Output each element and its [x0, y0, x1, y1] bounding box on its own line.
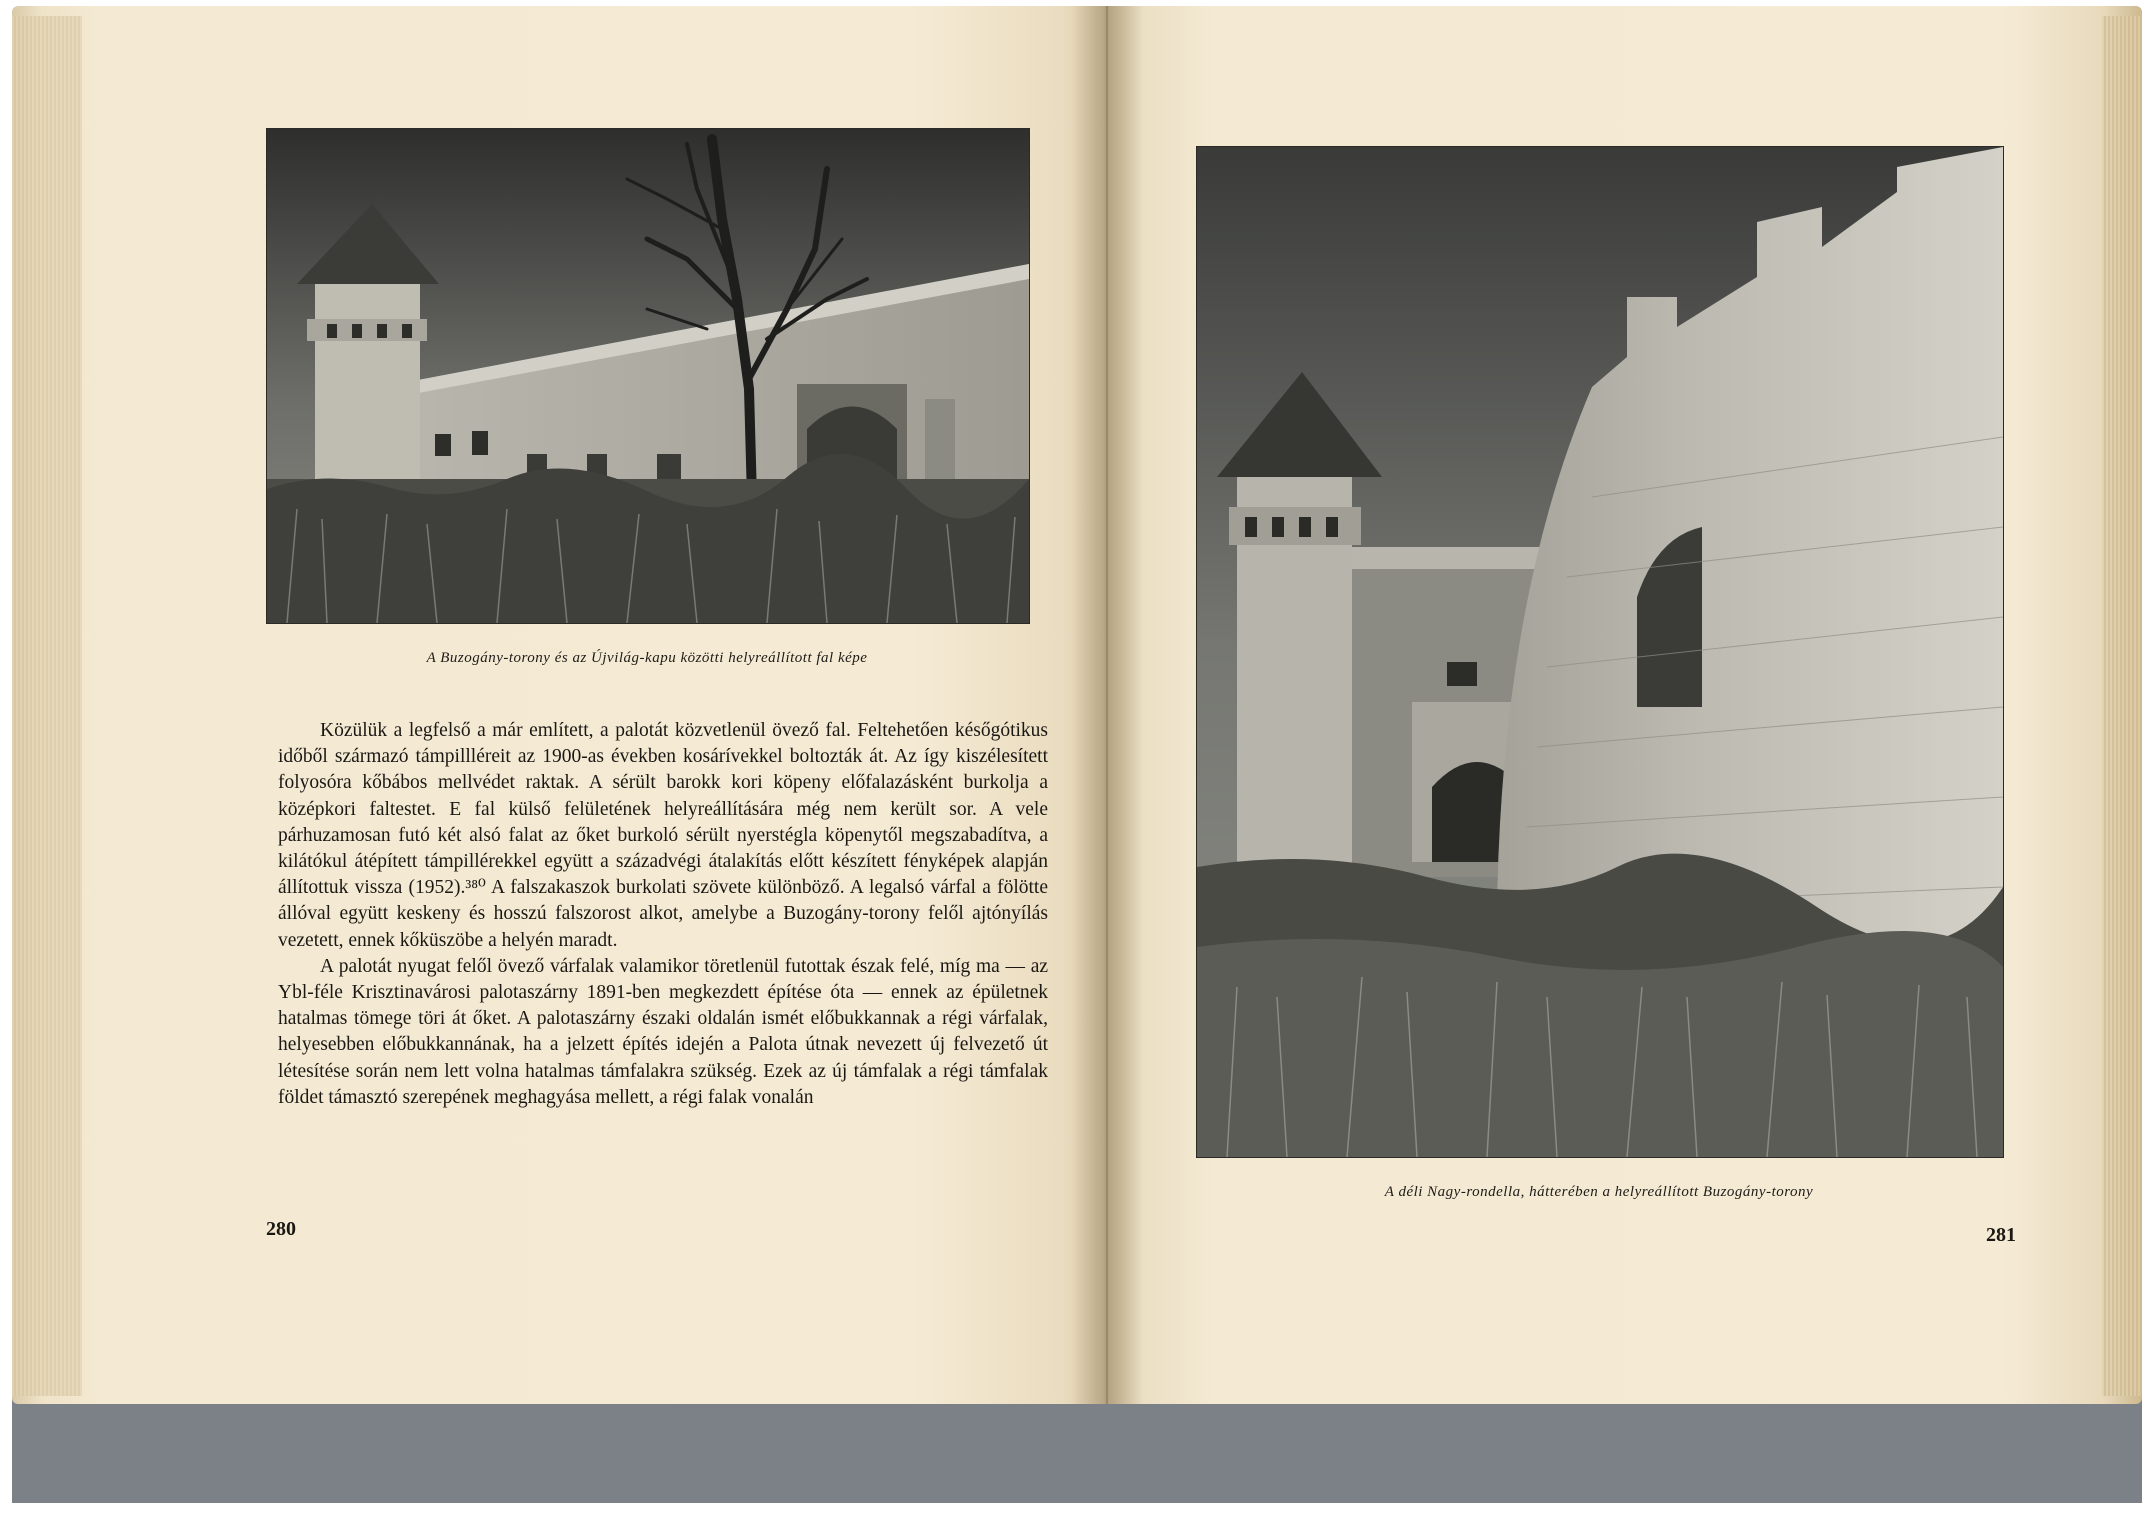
body-text — [278, 718, 1048, 1111]
photo-nagy-rondella — [1196, 146, 2004, 1158]
table-surface — [12, 1398, 2142, 1503]
left-page-edges — [12, 16, 82, 1396]
left-photo-caption: A Buzogány-torony és az Újvilág-kapu közötti helyreállított fal képe — [426, 650, 868, 666]
book-gutter — [1072, 6, 1142, 1404]
right-photo-caption: A déli Nagy-rondella, hátterében a helyreállított Buzogány-torony — [1384, 1184, 1814, 1200]
page-number-left: 280 — [266, 1218, 296, 1240]
right-page-edges — [2102, 16, 2142, 1396]
paragraph: Közülük a legfelső a már említett, a palotát közvetlenül övező fal. Feltehetően későgótikus időből származó támpillléreit az 1900-as években kosárívekkel boltozták át. Az így kiszélesített folyosóra kőbábos mellvédet raktak. A sérült barokk kori köpeny előfalazásként burkolja a középkori faltestet. E fal külső felületének helyreállítására még nem került sor. A vele párhuzamosan futó két alsó falat az őket burkoló sérült nyerstégla köpenytől megszabadítva, a kilátókul átépített támpillérekkel együtt a századvégi átalakítás előtt készített fényképek alapján állítottuk vissza (1952).³⁸⁰ A falszakaszok burkolati szövete különböző. A legalsó várfal a fölötte állóval együtt keskeny és hosszú falszorost alkot, amelybe a Buzogány-torony felől ajtónyílás vezetett, ennek kőküszöbe a helyén maradt. — [278, 720, 1048, 951]
right-page — [1104, 6, 2142, 1404]
left-page — [12, 6, 1104, 1404]
page-number-right: 281 — [1986, 1224, 2016, 1246]
photo-buzogany-tower-wall — [266, 128, 1030, 624]
paragraph: A palotát nyugat felől övező várfalak valamikor töretlenül futottak észak felé, míg ma — az Ybl-féle Krisztinavárosi palotaszárny 1891-ben megkezdett építése óta — ennek az épületnek hatalmas tömege töri át őket. A palotaszárny északi oldalán ismét előbukkannak a régi várfalak, helyesebben előbukkannának, ha a jelzett építés idején a Palota útnak nevezett új felvezető út létesítése során nem lett volna hatalmas támfalakra szükség. Ezek az új támfalak a régi támfalak földet támasztó szerepének meghagyása mellett, a régi falak vonalán — [278, 955, 1048, 1108]
open-book — [12, 6, 2142, 1406]
